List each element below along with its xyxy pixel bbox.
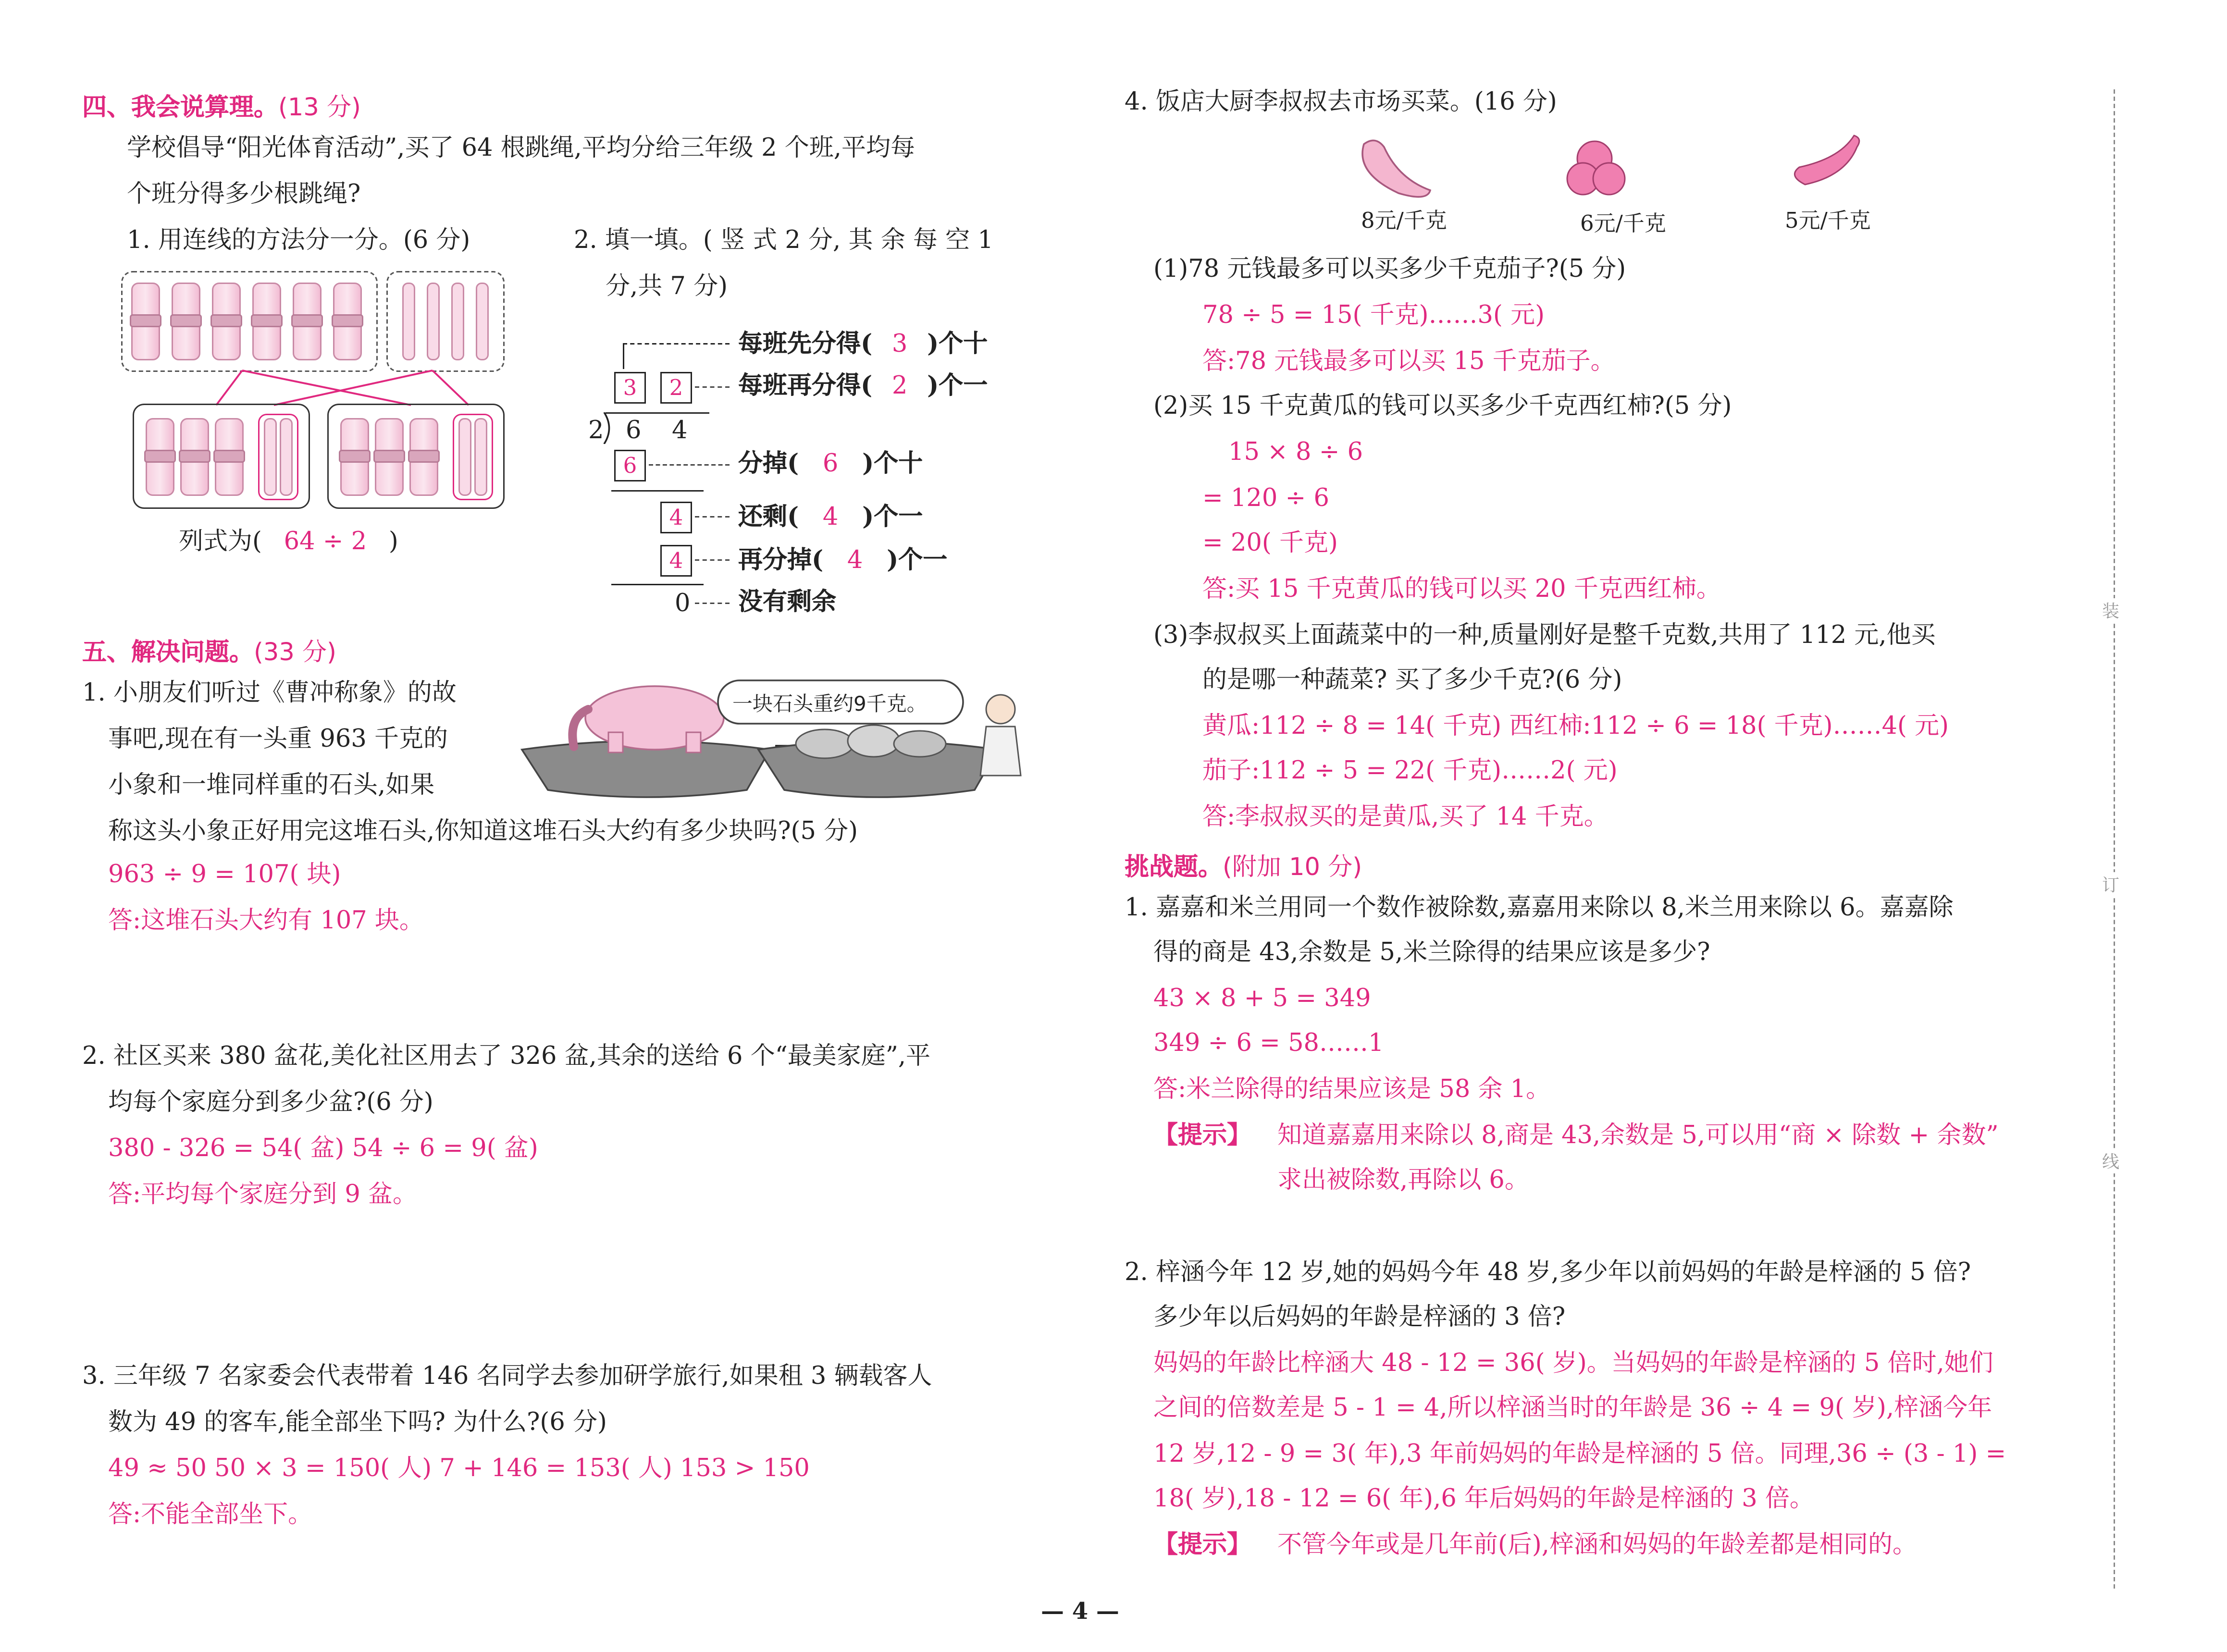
stone-icon: [894, 731, 946, 757]
ann2-post: )个一: [927, 372, 988, 401]
challenge-title: 挑战题。: [1125, 853, 1223, 882]
c2-answer-line1: 妈妈的年龄比梓涵大 48 - 12 = 36( 岁)。当妈妈的年龄是梓涵的 5 倍时,她们: [1153, 1349, 1993, 1378]
ann5-pre: 再分掉(: [738, 546, 824, 575]
expression-value: 64 ÷ 2: [284, 528, 367, 556]
ann1-value: 3: [891, 330, 908, 359]
rope-bundle: [172, 283, 200, 360]
single-rope: [474, 418, 487, 496]
single-rope: [264, 418, 277, 496]
q2-label-line2: 分,共 7 分): [606, 272, 728, 301]
eggplant-icon: [1794, 136, 1859, 185]
ann4-post: )个一: [862, 503, 923, 532]
p2-answer-eq: 380 - 326 = 54( 盆) 54 ÷ 6 = 9( 盆): [108, 1134, 538, 1163]
p2-line2: 均每个家庭分到多少盆?(6 分): [108, 1088, 433, 1117]
p4-q2-eq2: = 120 ÷ 6: [1202, 484, 1329, 513]
price-tomato: 6元/千克: [1580, 210, 1666, 236]
section5-score: (33 分): [254, 639, 336, 667]
section4-heading: [82, 86, 361, 123]
challenge-heading: [1125, 846, 1362, 882]
section5-title: 五、解决问题。: [82, 639, 254, 667]
p4-q3-line2: 的是哪一种蔬菜? 买了多少千克?(6 分): [1202, 666, 1622, 695]
dividend-ones: 4: [672, 417, 688, 445]
p1-line1: 1. 小朋友们听过《曹冲称象》的故: [82, 679, 457, 708]
leader-1: [623, 343, 730, 345]
challenge-score: (附加 10 分): [1223, 853, 1362, 882]
ann3-value: 6: [822, 450, 839, 479]
single-rope: [458, 418, 471, 496]
ann4-pre: 还剩(: [738, 503, 799, 532]
ann3-post: )个十: [862, 450, 923, 479]
class1-group: [133, 404, 310, 509]
vegetables-illustration: [1341, 130, 1918, 205]
p4-q1-answer: 答:78 元钱最多可以买 15 千克茄子。: [1202, 347, 1615, 376]
subtract-2: 4: [660, 545, 692, 577]
class2-group: [327, 404, 505, 509]
c2-answer-line3: 12 岁,12 - 9 = 3( 年),3 年前妈妈的年龄是梓涵的 5 倍。同理,36 ÷ (3 - 1) =: [1153, 1440, 2006, 1469]
boy-icon: [986, 695, 1015, 724]
c1-hint-line2: 求出被除数,再除以 6。: [1277, 1166, 1529, 1195]
rope-bundle: [131, 283, 160, 360]
ann4-value: 4: [822, 503, 839, 532]
rope-bundle: [293, 283, 322, 360]
p4-q3-eq2: 茄子:112 ÷ 5 = 22( 千克)……2( 元): [1202, 757, 1618, 786]
c1-eq2: 349 ÷ 6 = 58……1: [1153, 1029, 1384, 1058]
subtract-1: 6: [614, 450, 646, 481]
p1-line4: 称这头小象正好用完这堆石头,你知道这堆石头大约有多少块吗?(5 分): [108, 817, 858, 846]
class2-singles-box: [453, 414, 493, 500]
rope-bundle: [146, 418, 174, 496]
section4-problem-line2: 个班分得多少根跳绳?: [127, 180, 361, 209]
c2-answer-line2: 之间的倍数差是 5 - 1 = 4,所以梓涵当时的年龄是 36 ÷ 4 = 9( 岁),梓涵今年: [1153, 1394, 1992, 1423]
section4-title: 四、我会说算理。: [82, 94, 278, 123]
dividend-tens: 6: [626, 417, 642, 445]
p3-answer-eq: 49 ≈ 50 50 × 3 = 150( 人) 7 + 146 = 153( 人) 153 > 150: [108, 1455, 810, 1483]
elephant-icon: [585, 686, 724, 750]
c2-hint-label: 【提示】: [1153, 1531, 1251, 1560]
p4-q1: (1)78 元钱最多可以买多少千克茄子?(5 分): [1153, 255, 1626, 284]
q1-label: 1. 用连线的方法分一分。(6 分): [127, 226, 470, 255]
division-bar: [606, 412, 709, 414]
expression-close: ): [388, 528, 398, 556]
p3-answer: 答:不能全部坐下。: [108, 1501, 313, 1529]
p4-q3-answer: 答:李叔叔买的是黄瓜,买了 14 千克。: [1202, 803, 1608, 832]
binding-line: [2114, 89, 2115, 1589]
rope-bundle: [340, 418, 369, 496]
leader-5: [695, 559, 730, 561]
rope-bundle: [333, 283, 362, 360]
annotation-2: [738, 370, 988, 402]
p1-answer: 答:这堆石头大约有 107 块。: [108, 907, 424, 936]
rope-bundle: [180, 418, 209, 496]
single-rope: [402, 283, 415, 360]
p4-q1-eq: 78 ÷ 5 = 15( 千克)……3( 元): [1202, 301, 1545, 330]
c2-hint: 不管今年或是几年前(后),梓涵和妈妈的年龄差都是相同的。: [1277, 1531, 1918, 1560]
leader-4: [695, 516, 730, 518]
quotient-tens: 3: [614, 372, 646, 404]
p4-q2: (2)买 15 千克黄瓜的钱可以买多少千克西红柿?(5 分): [1153, 392, 1732, 421]
speech-text: 一块石头重约9千克。: [732, 693, 927, 716]
c2-answer-line4: 18( 岁),18 - 12 = 6( 年),6 年后妈妈的年龄是梓涵的 3 倍。: [1153, 1485, 1814, 1514]
c1-line1: 1. 嘉嘉和米兰用同一个数作被除数,嘉嘉用来除以 8,米兰用来除以 6。嘉嘉除: [1125, 894, 1954, 923]
final-remainder: 0: [675, 590, 691, 618]
single-rope: [476, 283, 489, 360]
single-rope: [427, 283, 440, 360]
q2-label-line1: 2. 填一填。( 竖 式 2 分, 其 余 每 空 1: [574, 226, 993, 255]
p2-line1: 2. 社区买来 380 盆花,美化社区用去了 326 盆,其余的送给 6 个“最美家庭”,平: [82, 1042, 931, 1071]
c1-answer: 答:米兰除得的结果应该是 58 余 1。: [1153, 1075, 1551, 1104]
annotation-3: [738, 448, 923, 480]
binding-label-3: 线: [2102, 1149, 2119, 1173]
annotation-4: [738, 502, 923, 533]
division-bracket: [603, 412, 617, 444]
price-eggplant: 5元/千克: [1785, 208, 1871, 234]
annotation-5: [738, 545, 947, 577]
p3-line2: 数为 49 的客车,能全部坐下吗? 为什么?(6 分): [108, 1408, 607, 1437]
p1-line3: 小象和一堆同样重的石头,如果: [108, 771, 435, 800]
annotation-6: 没有剩余: [738, 588, 836, 617]
p2-answer: 答:平均每个家庭分到 9 盆。: [108, 1181, 418, 1209]
singles-group: [386, 271, 505, 372]
remainder-1: 4: [660, 502, 692, 533]
leader-2: [695, 386, 730, 388]
expression-line: [179, 526, 398, 558]
ann2-pre: 每班再分得(: [738, 372, 873, 401]
stone-icon: [796, 729, 854, 758]
binding-label-1: 装: [2102, 598, 2119, 623]
rope-bundle: [252, 283, 281, 360]
ann1-pre: 每班先分得(: [738, 330, 873, 359]
section4-score: (13 分): [278, 94, 361, 123]
divisor: 2: [588, 417, 604, 445]
c2-line1: 2. 梓涵今年 12 岁,她的妈妈今年 48 岁,多少年以前妈妈的年龄是梓涵的 5 倍?: [1125, 1258, 1971, 1287]
p4-q3-eq1: 黄瓜:112 ÷ 8 = 14( 千克) 西红柿:112 ÷ 6 = 18( 千克)……4( 元): [1202, 712, 1949, 741]
bundles-group: [121, 271, 378, 372]
p4-q2-eq1: 15 × 8 ÷ 6: [1228, 438, 1363, 467]
quotient-ones: 2: [660, 372, 692, 404]
p4-q2-eq3: = 20( 千克): [1202, 529, 1338, 558]
section5-heading: [82, 631, 336, 667]
sub-line-1: [611, 490, 704, 492]
p3-line1: 3. 三年级 7 名家委会代表带着 146 名同学去参加研学旅行,如果租 3 辆载客人: [82, 1362, 932, 1391]
q-connector: [623, 343, 624, 369]
cucumber-icon: [1362, 140, 1430, 197]
p1-line2: 事吧,现在有一头重 963 千克的: [108, 725, 448, 754]
sub-line-2: [611, 584, 704, 585]
page-number: — 4 —: [1041, 1597, 1119, 1625]
leader-3: [649, 464, 730, 466]
p4-title: 4. 饭店大厨李叔叔去市场买菜。(16 分): [1125, 88, 1557, 117]
c2-line2: 多少年以后妈妈的年龄是梓涵的 3 倍?: [1153, 1303, 1566, 1332]
ann5-post: )个一: [887, 546, 948, 575]
rope-bundle: [212, 283, 241, 360]
ann3-pre: 分掉(: [738, 450, 799, 479]
leader-6: [695, 603, 730, 604]
section4-problem-line1: 学校倡导“阳光体育活动”,买了 64 根跳绳,平均分给三年级 2 个班,平均每: [127, 134, 915, 163]
single-rope: [451, 283, 464, 360]
annotation-1: [738, 329, 988, 360]
ann2-value: 2: [891, 372, 908, 401]
c1-line2: 得的商是 43,余数是 5,米兰除得的结果应该是多少?: [1153, 938, 1710, 967]
stone-icon: [848, 725, 900, 757]
price-cucumber: 8元/千克: [1361, 208, 1447, 234]
rope-bundle: [409, 418, 438, 496]
binding-label-2: 订: [2102, 872, 2119, 897]
ann1-post: )个十: [927, 330, 988, 359]
ann5-value: 4: [847, 546, 863, 575]
single-rope: [280, 418, 293, 496]
rope-bundle: [375, 418, 404, 496]
p4-q3-line1: (3)李叔叔买上面蔬菜中的一种,质量刚好是整千克数,共用了 112 元,他买: [1153, 621, 1936, 650]
c1-eq1: 43 × 8 + 5 = 349: [1153, 985, 1371, 1013]
rope-bundle: [215, 418, 244, 496]
c1-hint-line1: 知道嘉嘉用来除以 8,商是 43,余数是 5,可以用“商 × 除数 + 余数”: [1277, 1122, 1999, 1150]
c1-hint-label: 【提示】: [1153, 1122, 1251, 1150]
p4-q2-answer: 答:买 15 千克黄瓜的钱可以买 20 千克西红柿。: [1202, 575, 1721, 604]
class1-singles-box: [258, 414, 298, 500]
p1-answer-eq: 963 ÷ 9 = 107( 块): [108, 861, 341, 889]
expression-label: 列式为(: [179, 528, 262, 556]
